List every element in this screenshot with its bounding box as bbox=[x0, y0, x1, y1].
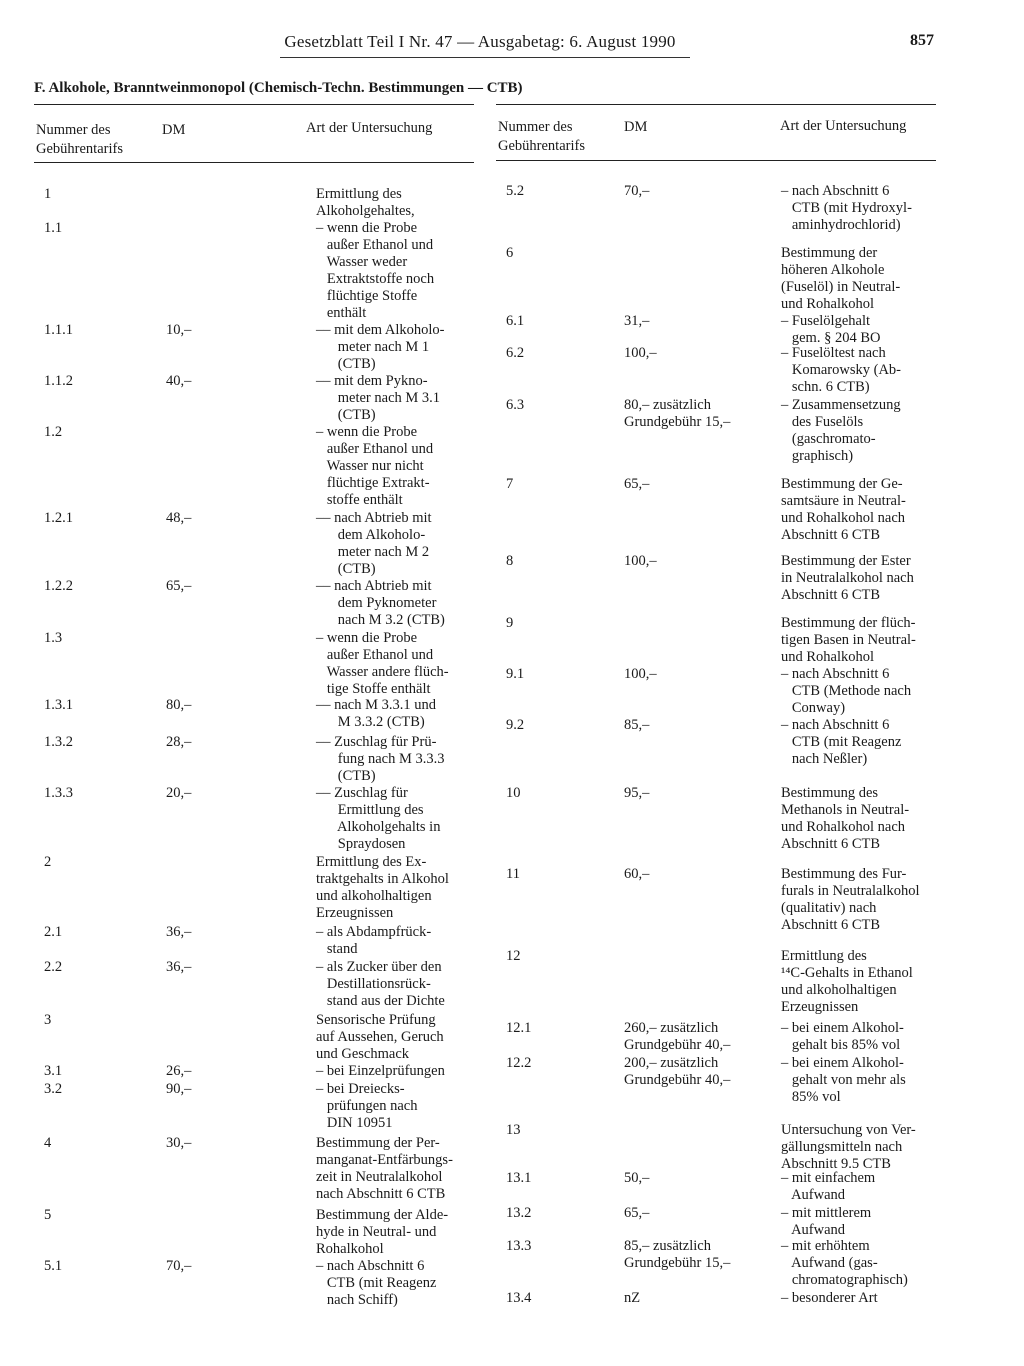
right-examination-description: Bestimmung des Methanols in Neutral- und Rohalkohol nach Abschnitt 6 CTB bbox=[781, 785, 910, 852]
left-examination-description: Ermittlung des Alkoholgehaltes, bbox=[316, 186, 415, 219]
right-fee-dm: 65,– bbox=[624, 1205, 650, 1221]
left-fee-dm: 28,– bbox=[166, 734, 192, 750]
left-tariff-number: 2.2 bbox=[44, 959, 63, 975]
right-examination-description: – mit einfachem Aufwand bbox=[781, 1170, 876, 1203]
right-examination-description: – bei einem Alkohol- gehalt von mehr als 85% vol bbox=[781, 1055, 906, 1105]
right-tariff-number: 8 bbox=[506, 553, 514, 569]
right-examination-description: – nach Abschnitt 6 CTB (Methode nach Conway) bbox=[781, 666, 912, 716]
header-rule bbox=[280, 57, 690, 58]
right-tariff-number: 11 bbox=[506, 866, 520, 882]
left-tariff-number: 1.3.3 bbox=[44, 785, 73, 801]
left-tariff-number: 1.1.2 bbox=[44, 373, 73, 389]
left-examination-description: Sensorische Prüfung auf Aussehen, Geruch und Geschmack bbox=[316, 1012, 444, 1062]
right-examination-description: – mit erhöhtem Aufwand (gas- chromatographisch) bbox=[781, 1238, 908, 1288]
left-examination-description: – wenn die Probe außer Ethanol und Wasser weder Extraktstoffe noch flüchtige Stoffe enthält bbox=[316, 220, 435, 321]
right-tariff-number: 13.4 bbox=[506, 1290, 532, 1306]
right-examination-description: – mit mittlerem Aufwand bbox=[781, 1205, 872, 1238]
right-tariff-number: 6 bbox=[506, 245, 514, 261]
right-fee-dm: 70,– bbox=[624, 183, 650, 199]
left-tariff-number: 3 bbox=[44, 1012, 52, 1028]
left-fee-dm: 36,– bbox=[166, 924, 192, 940]
right-tariff-number: 9.2 bbox=[506, 717, 525, 733]
left-tariff-number: 5 bbox=[44, 1207, 52, 1223]
right-tariff-number: 6.2 bbox=[506, 345, 525, 361]
left-fee-dm: 36,– bbox=[166, 959, 192, 975]
right-fee-dm: nZ bbox=[624, 1290, 641, 1306]
right-fee-dm: 50,– bbox=[624, 1170, 650, 1186]
left-examination-description: – wenn die Probe außer Ethanol und Wasser nur nicht flüchtige Extrakt- stoffe enthält bbox=[316, 424, 434, 508]
right-examination-description: – nach Abschnitt 6 CTB (mit Reagenz nach Neßler) bbox=[781, 717, 902, 767]
left-fee-dm: 70,– bbox=[166, 1258, 192, 1274]
right-fee-dm: 60,– bbox=[624, 866, 650, 882]
right-fee-dm: 100,– bbox=[624, 666, 657, 682]
right-tariff-number: 10 bbox=[506, 785, 521, 801]
right-examination-description: – nach Abschnitt 6 CTB (mit Hydroxyl- aminhydrochlorid) bbox=[781, 183, 912, 233]
left-examination-description: Bestimmung der Alde- hyde in Neutral- und Rohalkohol bbox=[316, 1207, 449, 1257]
right-table-top-rule bbox=[496, 104, 936, 105]
left-col-head-art: Art der Untersuchung bbox=[306, 120, 433, 136]
left-examination-description: – als Zucker über den Destillationsrück- stand aus der Dichte bbox=[316, 959, 445, 1009]
left-tariff-number: 1.3.1 bbox=[44, 697, 73, 713]
right-col-head-art: Art der Untersuchung bbox=[780, 118, 907, 134]
left-tariff-number: 1.3.2 bbox=[44, 734, 73, 750]
left-fee-dm: 30,– bbox=[166, 1135, 192, 1151]
right-fee-dm: 260,– zusätzlich Grundgebühr 40,– bbox=[624, 1020, 731, 1053]
right-examination-description: Bestimmung der Ge- samtsäure in Neutral- und Rohalkohol nach Abschnitt 6 CTB bbox=[781, 476, 906, 543]
left-tariff-number: 5.1 bbox=[44, 1258, 63, 1274]
left-tariff-number: 1.3 bbox=[44, 630, 63, 646]
left-tariff-number: 1.2 bbox=[44, 424, 63, 440]
left-tariff-number: 1.2.1 bbox=[44, 510, 73, 526]
left-table-top-rule bbox=[34, 104, 474, 105]
right-examination-description: – Fuselöltest nach Komarowsky (Ab- schn. 6 CTB) bbox=[781, 345, 902, 395]
left-tariff-number: 3.2 bbox=[44, 1081, 63, 1097]
left-fee-dm: 48,– bbox=[166, 510, 192, 526]
left-examination-description: – nach Abschnitt 6 CTB (mit Reagenz nach Schiff) bbox=[316, 1258, 437, 1308]
left-examination-description: –– Zuschlag für Ermittlung des Alkoholgehalts in Spraydosen bbox=[316, 785, 441, 852]
right-fee-dm: 200,– zusätzlich Grundgebühr 40,– bbox=[624, 1055, 731, 1088]
left-col-head-nummer: Nummer des Gebührentarifs bbox=[36, 122, 123, 157]
gazette-header-title: Gesetzblatt Teil I Nr. 47 — Ausgabetag: 6. August 1990 bbox=[284, 32, 676, 51]
right-examination-description: Bestimmung der flüch- tigen Basen in Neutral- und Rohalkohol bbox=[781, 615, 916, 665]
right-col-head-nummer: Nummer des Gebührentarifs bbox=[498, 119, 585, 154]
left-fee-dm: 10,– bbox=[166, 322, 192, 338]
right-examination-description: Bestimmung der Ester in Neutralalkohol nach Abschnitt 6 CTB bbox=[781, 553, 914, 603]
left-tariff-number: 1.1.1 bbox=[44, 322, 73, 338]
left-examination-description: –– nach Abtrieb mit dem Pyknometer nach M 3.2 (CTB) bbox=[316, 578, 445, 628]
right-table-head-rule bbox=[496, 160, 936, 161]
right-tariff-number: 13.1 bbox=[506, 1170, 532, 1186]
left-fee-dm: 20,– bbox=[166, 785, 192, 801]
right-examination-description: – bei einem Alkohol- gehalt bis 85% vol bbox=[781, 1020, 904, 1053]
right-col-head-dm: DM bbox=[624, 119, 648, 135]
left-examination-description: –– mit dem Alkoholo- meter nach M 1 (CTB) bbox=[316, 322, 445, 372]
right-examination-description: – Zusammensetzung des Fuselöls (gaschromato- graphisch) bbox=[781, 397, 901, 464]
right-fee-dm: 100,– bbox=[624, 553, 657, 569]
right-fee-dm: 85,– zusätzlich Grundgebühr 15,– bbox=[624, 1238, 731, 1271]
right-fee-dm: 100,– bbox=[624, 345, 657, 361]
left-fee-dm: 65,– bbox=[166, 578, 192, 594]
right-tariff-number: 12 bbox=[506, 948, 521, 964]
left-tariff-number: 1.2.2 bbox=[44, 578, 73, 594]
right-fee-dm: 31,– bbox=[624, 313, 650, 329]
left-col-head-dm: DM bbox=[162, 122, 186, 138]
left-examination-description: Ermittlung des Ex- traktgehalts in Alkohol und alkoholhaltigen Erzeugnissen bbox=[316, 854, 449, 921]
left-table-head-rule bbox=[34, 162, 474, 163]
right-fee-dm: 80,– zusätzlich Grundgebühr 15,– bbox=[624, 397, 731, 430]
right-tariff-number: 13 bbox=[506, 1122, 521, 1138]
right-tariff-number: 12.2 bbox=[506, 1055, 532, 1071]
right-fee-dm: 85,– bbox=[624, 717, 650, 733]
right-tariff-number: 5.2 bbox=[506, 183, 525, 199]
right-tariff-number: 13.3 bbox=[506, 1238, 532, 1254]
left-examination-description: – bei Einzelprüfungen bbox=[316, 1063, 445, 1079]
page-number: 857 bbox=[910, 32, 934, 49]
right-examination-description: Bestimmung der höheren Alkohole (Fuselöl) in Neutral- und Rohalkohol bbox=[781, 245, 901, 312]
right-examination-description: – Fuselölgehalt gem. § 204 BO bbox=[781, 313, 881, 346]
right-tariff-number: 9 bbox=[506, 615, 514, 631]
left-tariff-number: 3.1 bbox=[44, 1063, 63, 1079]
left-tariff-number: 2 bbox=[44, 854, 52, 870]
section-title: F. Alkohole, Branntweinmonopol (Chemisch-Techn. Bestimmungen — CTB) bbox=[34, 80, 523, 96]
left-fee-dm: 40,– bbox=[166, 373, 192, 389]
right-tariff-number: 6.3 bbox=[506, 397, 525, 413]
left-examination-description: –– mit dem Pykno- meter nach M 3.1 (CTB) bbox=[316, 373, 441, 423]
left-examination-description: – wenn die Probe außer Ethanol und Wasser andere flüch- tige Stoffe enthält bbox=[316, 630, 449, 697]
right-examination-description: Untersuchung von Ver- gällungsmitteln nach Abschnitt 9.5 CTB bbox=[781, 1122, 916, 1172]
left-tariff-number: 1.1 bbox=[44, 220, 63, 236]
left-examination-description: –– nach M 3.3.1 und M 3.3.2 (CTB) bbox=[316, 697, 437, 730]
left-examination-description: Bestimmung der Per- manganat-Entfärbungs- zeit in Neutralalkohol nach Abschnitt 6 CTB bbox=[316, 1135, 453, 1202]
left-tariff-number: 4 bbox=[44, 1135, 52, 1151]
right-tariff-number: 13.2 bbox=[506, 1205, 532, 1221]
right-fee-dm: 95,– bbox=[624, 785, 650, 801]
left-examination-description: – als Abdampfrück- stand bbox=[316, 924, 432, 957]
left-tariff-number: 1 bbox=[44, 186, 52, 202]
right-tariff-number: 6.1 bbox=[506, 313, 525, 329]
left-fee-dm: 80,– bbox=[166, 697, 192, 713]
left-fee-dm: 26,– bbox=[166, 1063, 192, 1079]
right-tariff-number: 7 bbox=[506, 476, 514, 492]
left-examination-description: –– Zuschlag für Prü- fung nach M 3.3.3 (CTB) bbox=[316, 734, 445, 784]
right-examination-description: – besonderer Art bbox=[781, 1290, 878, 1306]
left-examination-description: – bei Dreiecks- prüfungen nach DIN 10951 bbox=[316, 1081, 418, 1131]
left-examination-description: –– nach Abtrieb mit dem Alkoholo- meter nach M 2 (CTB) bbox=[316, 510, 432, 577]
right-examination-description: Ermittlung des ¹⁴C-Gehalts in Ethanol und alkoholhaltigen Erzeugnissen bbox=[781, 948, 913, 1015]
right-tariff-number: 9.1 bbox=[506, 666, 525, 682]
right-fee-dm: 65,– bbox=[624, 476, 650, 492]
left-fee-dm: 90,– bbox=[166, 1081, 192, 1097]
right-tariff-number: 12.1 bbox=[506, 1020, 532, 1036]
right-examination-description: Bestimmung des Fur- furals in Neutralalkohol (qualitativ) nach Abschnitt 6 CTB bbox=[781, 866, 920, 933]
left-tariff-number: 2.1 bbox=[44, 924, 63, 940]
